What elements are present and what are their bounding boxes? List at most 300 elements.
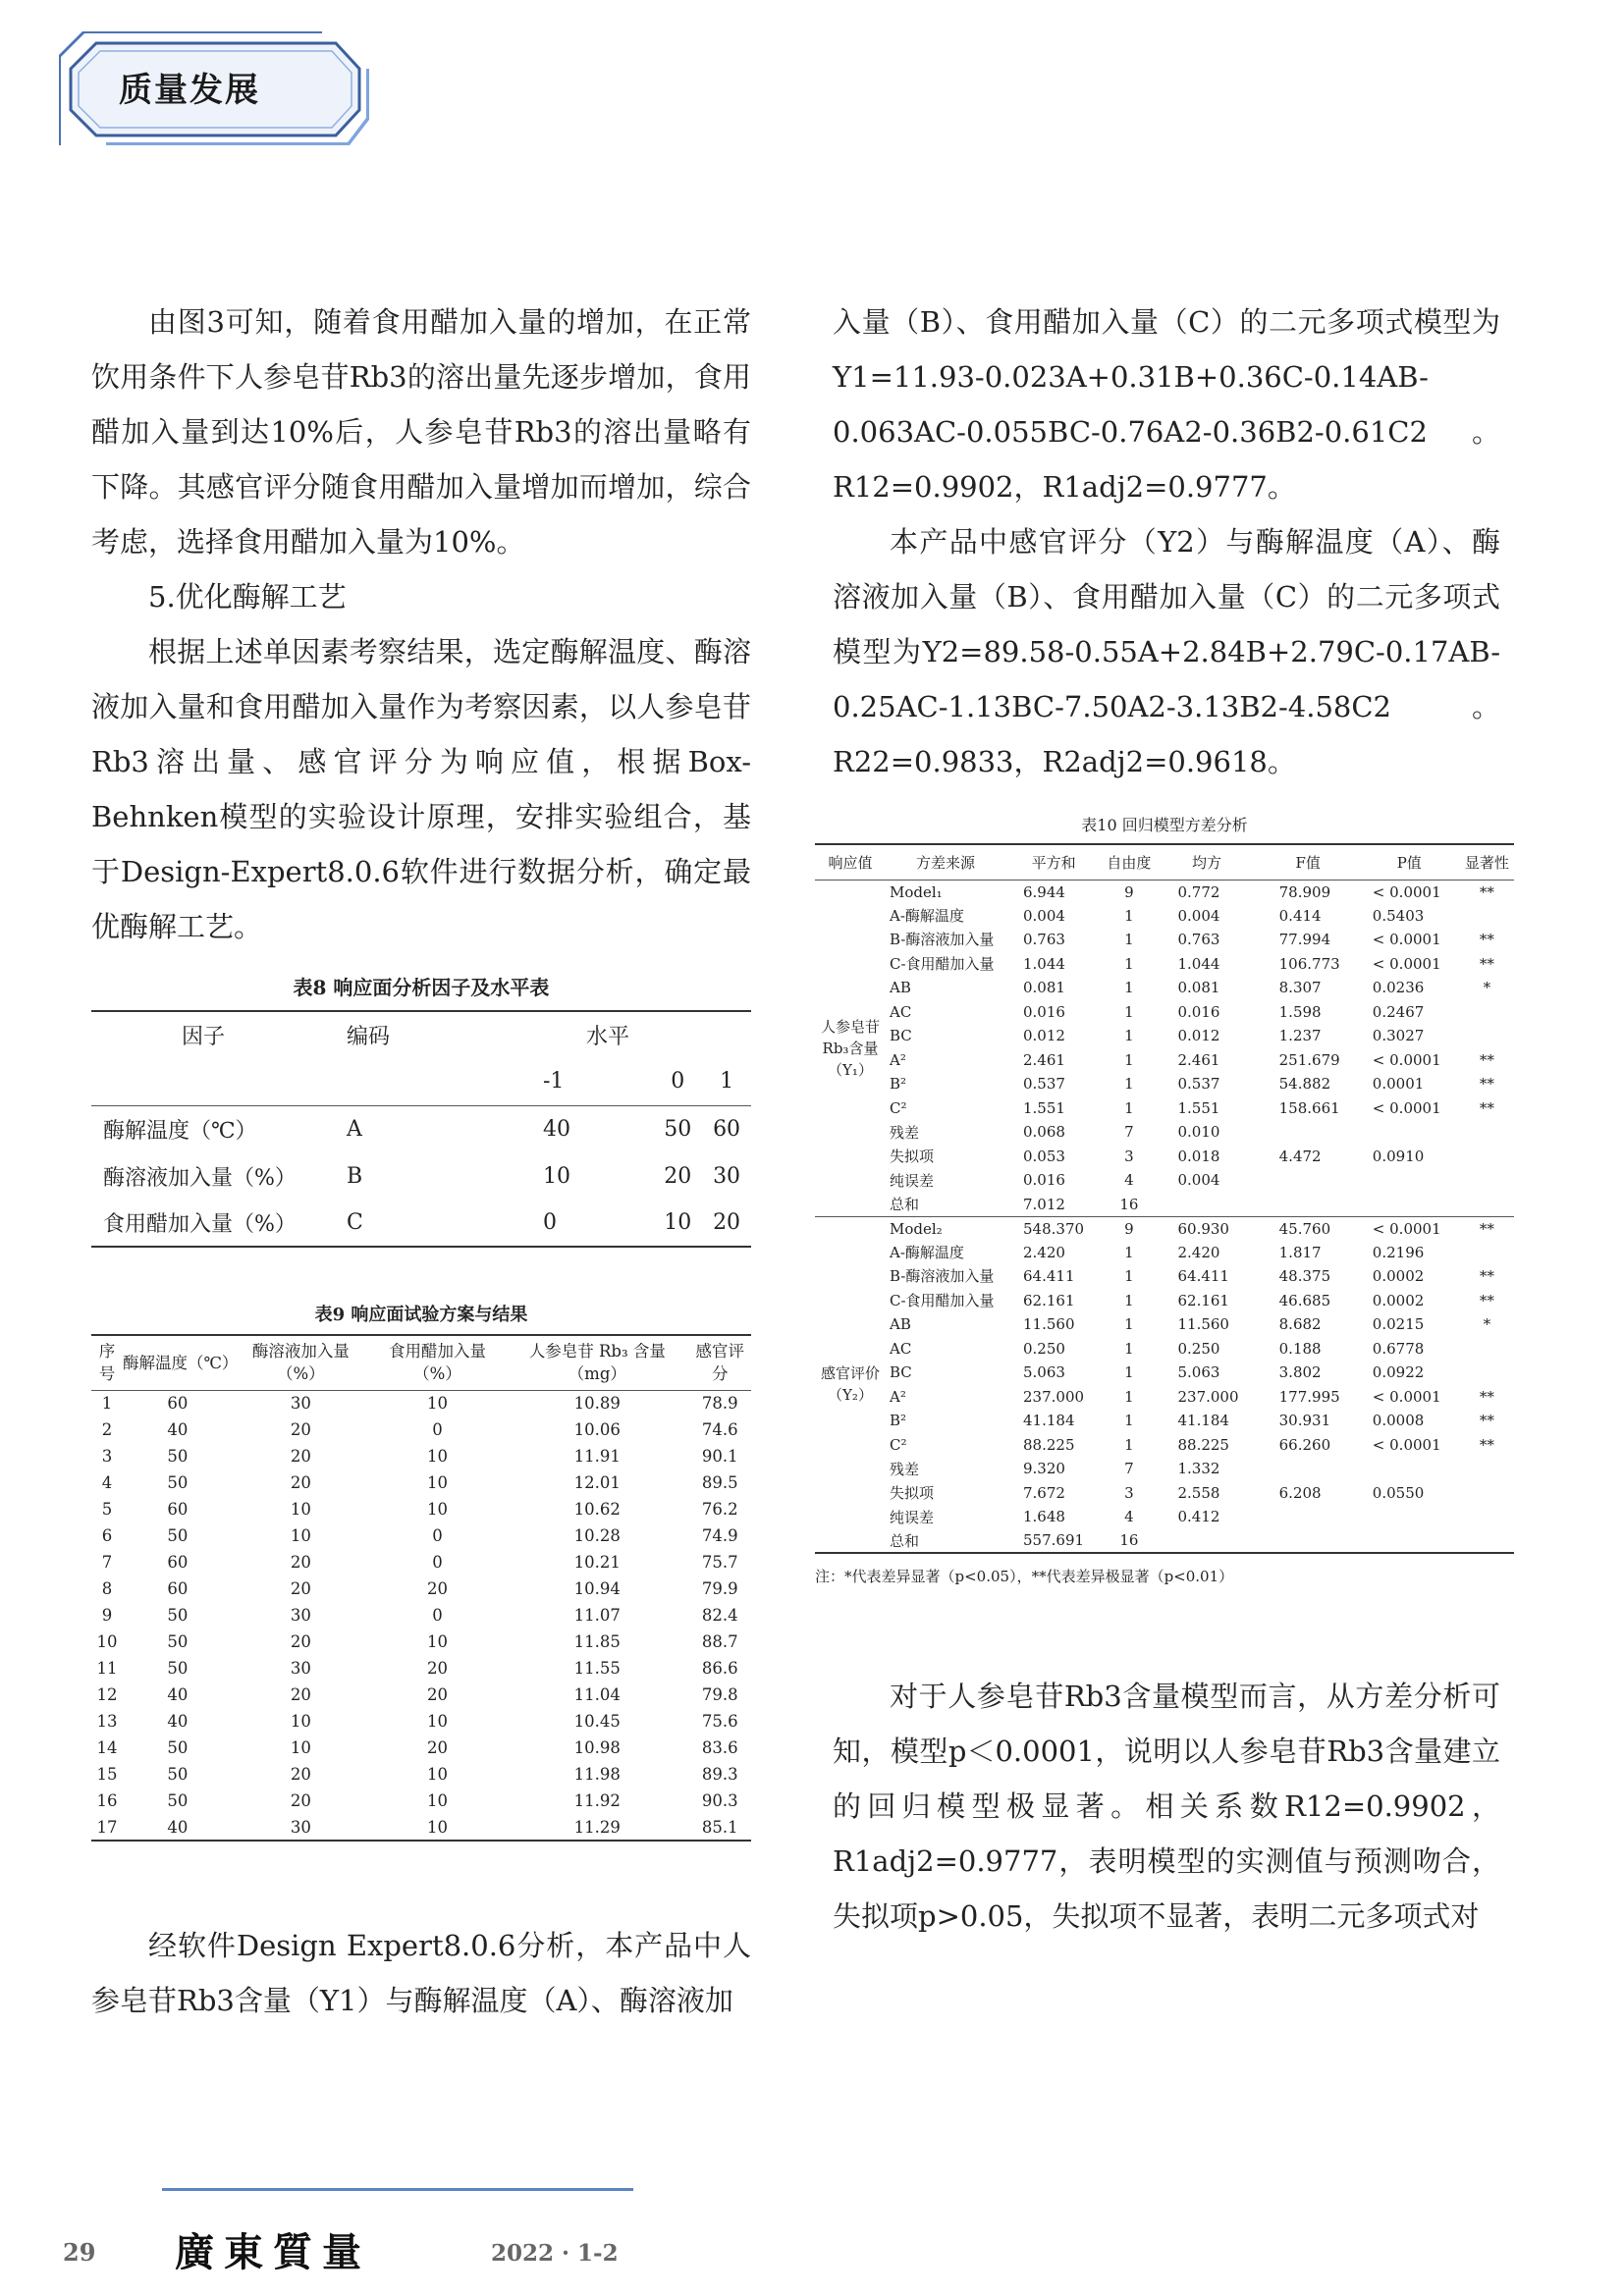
df-cell: 16 <box>1119 1195 1139 1213</box>
mean-square-cell: 0.537 <box>1177 1075 1220 1094</box>
table-cell: 60 <box>167 1579 189 1598</box>
mean-square-cell: 0.250 <box>1177 1339 1220 1358</box>
table-header-cell: 酶溶液加入量（%） <box>251 1342 350 1384</box>
significance-cell: ** <box>1479 1267 1494 1286</box>
p-value-cell: 0.0922 <box>1372 1363 1425 1382</box>
level-value-cell: 20 <box>664 1163 692 1189</box>
p-value-cell: 0.0008 <box>1372 1412 1425 1430</box>
table-cell: 40 <box>167 1817 189 1837</box>
variance-source-cell: 总和 <box>890 1531 920 1550</box>
f-value-cell <box>1258 1120 1359 1145</box>
table-cell: 50 <box>167 1606 189 1625</box>
paragraph: 入量（B）、食用醋加入量（C）的二元多项式模型为 Y1=11.93-0.023A+0.31B+0.36C-0.14AB-0.063AC-0.055BC-0.76A2-0.36B2-0.61C2 。R12=0.9902，R1adj2=0.9777。 <box>833 305 1500 504</box>
df-cell: 7 <box>1124 1460 1134 1478</box>
table-cell: 74.6 <box>701 1420 738 1439</box>
level-value-cell: 40 <box>543 1116 570 1142</box>
df-cell: 9 <box>1124 882 1134 901</box>
df-cell: 1 <box>1124 1267 1134 1286</box>
f-value-cell: 1.598 <box>1278 1002 1322 1021</box>
sum-of-squares-cell: 0.068 <box>1023 1123 1065 1142</box>
significance-cell <box>1460 1168 1514 1193</box>
table-cell: 10.62 <box>573 1500 621 1519</box>
f-value-cell: 158.661 <box>1278 1098 1340 1117</box>
f-value-cell: 4.472 <box>1278 1147 1322 1165</box>
sum-of-squares-cell: 7.672 <box>1023 1483 1065 1502</box>
table-cell: 10 <box>290 1712 311 1731</box>
table-cell: 50 <box>167 1791 189 1810</box>
table-row <box>815 976 1514 1000</box>
table-row <box>815 1409 1514 1433</box>
table-header-cell: 自由度 <box>1107 853 1152 872</box>
significance-cell <box>1460 1145 1514 1169</box>
table8-block <box>91 972 751 1248</box>
table-row <box>815 1145 1514 1169</box>
f-value-cell: 30.931 <box>1278 1412 1331 1430</box>
table-cell: 20 <box>290 1685 311 1704</box>
table-cell: 20 <box>427 1659 449 1678</box>
f-value-cell: 8.307 <box>1278 979 1322 997</box>
significance-cell: ** <box>1479 882 1494 901</box>
table-row <box>815 1337 1514 1362</box>
mean-square-cell: 88.225 <box>1177 1435 1229 1454</box>
table-cell: 86.6 <box>701 1659 738 1678</box>
table-row <box>91 1105 751 1152</box>
table-row <box>815 880 1514 904</box>
issue-number: 2022 · 1-2 <box>491 2240 619 2267</box>
table-header-cell: 响应值 <box>828 853 873 872</box>
table-cell: 10 <box>96 1632 118 1651</box>
p-value-cell: 0.0550 <box>1372 1483 1425 1502</box>
table-cell: 6 <box>101 1526 113 1545</box>
table-cell: 90.1 <box>701 1447 738 1466</box>
table-cell: 11.29 <box>573 1817 621 1837</box>
table10-block <box>815 813 1514 1586</box>
variance-source-cell: A² <box>890 1050 906 1069</box>
table-row <box>91 1522 751 1549</box>
significance-cell <box>1460 1337 1514 1362</box>
variance-source-cell: 总和 <box>890 1196 920 1213</box>
mean-square-cell <box>1156 1193 1257 1217</box>
f-value-cell: 177.995 <box>1278 1387 1340 1406</box>
table-row <box>91 1682 751 1708</box>
f-value-cell: 1.817 <box>1278 1243 1322 1261</box>
mean-square-cell: 1.044 <box>1177 954 1220 973</box>
table-cell: 2 <box>101 1420 113 1439</box>
f-value-cell: 251.679 <box>1278 1050 1340 1069</box>
table-header-cell: 均方 <box>1192 853 1222 872</box>
f-value-cell: 106.773 <box>1278 954 1340 973</box>
table-row <box>815 1096 1514 1121</box>
table9-block <box>91 1301 751 1842</box>
table-cell: 20 <box>290 1447 311 1466</box>
variance-source-cell: C-食用醋加入量 <box>890 954 995 973</box>
significance-cell <box>1460 1193 1514 1217</box>
right-column <box>815 294 1509 1944</box>
table-row <box>815 952 1514 977</box>
f-value-cell: 66.260 <box>1278 1435 1331 1454</box>
table-cell: 85.1 <box>701 1817 738 1837</box>
mean-square-cell: 2.420 <box>1177 1243 1220 1261</box>
significance-cell <box>1460 904 1514 929</box>
table-cell: 20 <box>290 1420 311 1439</box>
table-header-cell: 编码 <box>347 1025 391 1049</box>
variance-source-cell: AB <box>890 1315 911 1334</box>
table-row <box>815 1264 1514 1289</box>
variance-source-cell: 失拟项 <box>890 1148 935 1166</box>
paragraph: 根据上述单因素考察结果，选定酶解温度、酶溶液加入量和食用醋加入量作为考察因素，以人参皂苷Rb3溶出量、感官评分为响应值，根据Box-Behnken模型的实验设计原理，安排实验组合，基于Design-Expert8.0.6软件进行数据分析，确定最优酶解工艺。 <box>91 635 751 943</box>
f-value-cell: 54.882 <box>1278 1075 1331 1094</box>
table-header-cell: P值 <box>1396 853 1422 872</box>
df-cell: 1 <box>1124 931 1134 949</box>
table-cell: 40 <box>167 1420 189 1439</box>
mean-square-cell: 1.332 <box>1177 1460 1220 1478</box>
significance-cell: * <box>1483 979 1491 997</box>
df-cell: 1 <box>1124 1098 1134 1117</box>
significance-cell <box>1460 1481 1514 1506</box>
mean-square-cell <box>1156 1529 1257 1554</box>
df-cell: 3 <box>1124 1483 1134 1502</box>
journal-logo: 廣東質量 <box>175 2229 371 2275</box>
table-row <box>815 928 1514 952</box>
df-cell: 1 <box>1124 1435 1134 1454</box>
table-row <box>91 1814 751 1841</box>
table-cell: 30 <box>290 1394 311 1414</box>
table9 <box>91 1334 751 1842</box>
df-cell: 3 <box>1124 1147 1134 1165</box>
table-row <box>815 1000 1514 1025</box>
table-cell: 17 <box>96 1817 118 1837</box>
table-cell: 20 <box>290 1553 311 1572</box>
table-cell: 10.45 <box>573 1712 621 1731</box>
variance-source-cell: A-酶解温度 <box>890 907 964 926</box>
table-row <box>91 1200 751 1247</box>
table-cell: 11 <box>96 1659 118 1678</box>
f-value-cell: 45.760 <box>1278 1219 1331 1238</box>
significance-cell <box>1460 1457 1514 1481</box>
table-header-cell: 1 <box>720 1069 734 1095</box>
table-row <box>91 1152 751 1200</box>
table-cell: 30 <box>290 1606 311 1625</box>
table-row <box>91 1443 751 1469</box>
footer-divider <box>162 2188 633 2191</box>
table-cell: 60 <box>167 1553 189 1572</box>
table-cell: 74.9 <box>701 1526 738 1545</box>
sum-of-squares-cell: 41.184 <box>1023 1412 1075 1430</box>
sum-of-squares-cell: 6.944 <box>1023 882 1065 901</box>
sum-of-squares-cell: 2.461 <box>1023 1050 1065 1069</box>
table-header-cell: 酶解温度（℃） <box>122 1353 239 1372</box>
table-cell: 10 <box>427 1712 449 1731</box>
p-value-cell: < 0.0001 <box>1372 1098 1441 1117</box>
table-cell: 20 <box>290 1579 311 1598</box>
table-cell: 0 <box>432 1420 443 1439</box>
variance-source-cell: A-酶解温度 <box>890 1244 964 1262</box>
table-cell: 90.3 <box>701 1791 738 1810</box>
paragraph: 本产品中感官评分（Y2）与酶解温度（A）、酶溶液加入量（B）、食用醋加入量（C）的二元多项式模型为Y2=89.58-0.55A+2.84B+2.79C-0.17AB-0.25AC-1.13BC-7.50A2-3.13B2-4.58C2 。R22=0.9833，R2adj2=0.9618。 <box>833 525 1500 778</box>
table9-caption: 表9 响应面试验方案与结果 <box>314 1305 528 1325</box>
table-row <box>91 1575 751 1602</box>
f-value-cell: 6.208 <box>1278 1483 1322 1502</box>
p-value-cell: 0.0236 <box>1372 979 1425 997</box>
significance-cell: ** <box>1479 1291 1494 1309</box>
sum-of-squares-cell: 88.225 <box>1023 1435 1075 1454</box>
f-value-cell: 0.188 <box>1278 1339 1322 1358</box>
table-cell: 10 <box>427 1791 449 1810</box>
table-header-cell: 序号 <box>98 1342 116 1384</box>
table-cell: 50 <box>167 1659 189 1678</box>
table-cell: 0 <box>432 1553 443 1572</box>
table-cell: 10 <box>427 1765 449 1784</box>
paragraph: 对于人参皂苷Rb3含量模型而言，从方差分析可知，模型p＜0.0001，说明以人参皂苷Rb3含量建立的回归模型极显著。相关系数R12=0.9902，R1adj2=0.9777，表明模型的实测值与预测吻合，失拟项p>0.05，失拟项不显著，表明二元多项式对 <box>833 1680 1500 1933</box>
mean-square-cell: 0.081 <box>1177 979 1220 997</box>
table-row <box>815 1024 1514 1048</box>
p-value-cell <box>1359 1457 1460 1481</box>
mean-square-cell: 0.772 <box>1177 882 1220 901</box>
table-cell: 7 <box>101 1553 113 1572</box>
p-value-cell: < 0.0001 <box>1372 882 1441 901</box>
p-value-cell: 0.2196 <box>1372 1243 1425 1261</box>
table-header-cell: 感官评分 <box>695 1342 744 1384</box>
variance-source-cell: 纯误差 <box>890 1508 935 1526</box>
table-cell: 89.3 <box>701 1765 738 1784</box>
p-value-cell: < 0.0001 <box>1372 1435 1441 1454</box>
sum-of-squares-cell: 0.763 <box>1023 931 1065 949</box>
table-row <box>815 1433 1514 1458</box>
mean-square-cell: 0.010 <box>1177 1123 1220 1142</box>
table-header-cell: 显著性 <box>1464 853 1509 872</box>
table-cell: 10 <box>427 1394 449 1414</box>
table-cell: 13 <box>96 1712 118 1731</box>
table-row <box>815 1312 1514 1337</box>
table-header-cell: 方差来源 <box>915 853 975 872</box>
table-header-cell: -1 <box>543 1069 565 1095</box>
table-row <box>91 1549 751 1575</box>
p-value-cell: 0.2467 <box>1372 1002 1425 1021</box>
significance-cell <box>1460 1120 1514 1145</box>
significance-cell: ** <box>1479 1435 1494 1454</box>
mean-square-cell: 0.018 <box>1177 1147 1220 1165</box>
mean-square-cell: 60.930 <box>1177 1219 1229 1238</box>
f-value-cell: 48.375 <box>1278 1267 1331 1286</box>
table-header-cell: 因子 <box>182 1025 226 1049</box>
table-cell: 14 <box>96 1738 118 1757</box>
df-cell: 1 <box>1124 954 1134 973</box>
table-row <box>91 1469 751 1496</box>
variance-source-cell: B-酶溶液加入量 <box>890 931 995 949</box>
df-cell: 1 <box>1124 1050 1134 1069</box>
significance-cell <box>1460 1000 1514 1025</box>
page-number: 29 <box>63 2238 96 2267</box>
sum-of-squares-cell: 0.012 <box>1023 1027 1065 1045</box>
variance-source-cell: B² <box>890 1075 907 1094</box>
table-cell: 50 <box>167 1473 189 1492</box>
table-cell: 75.7 <box>701 1553 738 1572</box>
table-row <box>815 1241 1514 1265</box>
table-row <box>815 1457 1514 1481</box>
p-value-cell: 0.3027 <box>1372 1027 1425 1045</box>
table-row <box>815 1120 1514 1145</box>
f-value-cell <box>1258 1168 1359 1193</box>
p-value-cell <box>1359 1120 1460 1145</box>
sum-of-squares-cell: 64.411 <box>1023 1267 1075 1286</box>
table-cell: 10 <box>427 1447 449 1466</box>
p-value-cell: 0.0001 <box>1372 1075 1425 1094</box>
table-cell: 10.21 <box>573 1553 621 1572</box>
variance-source-cell: C-食用醋加入量 <box>890 1291 995 1309</box>
factor-name-cell: 酶解温度（℃） <box>103 1118 257 1144</box>
df-cell: 4 <box>1124 1508 1134 1526</box>
factor-name-cell: 食用醋加入量（%） <box>103 1212 297 1237</box>
table-row <box>815 1048 1514 1073</box>
paragraph: 由图3可知，随着食用醋加入量的增加，在正常饮用条件下人参皂苷Rb3的溶出量先逐步增加，食用醋加入量到达10%后，人参皂苷Rb3的溶出量略有下降。其感官评分随食用醋加入量增加而增加，综合考虑，选择食用醋加入量为10%。 <box>91 305 751 559</box>
table-cell: 10 <box>427 1473 449 1492</box>
df-cell: 9 <box>1124 1219 1134 1238</box>
significance-cell: * <box>1483 1315 1491 1334</box>
variance-source-cell: 残差 <box>890 1123 920 1142</box>
significance-cell <box>1460 1361 1514 1385</box>
table10-caption: 表10 回归模型方差分析 <box>1081 816 1248 834</box>
significance-cell <box>1460 1505 1514 1529</box>
table-cell: 20 <box>290 1791 311 1810</box>
table-cell: 10 <box>427 1632 449 1651</box>
level-value-cell: 10 <box>664 1210 692 1235</box>
significance-cell <box>1460 1241 1514 1265</box>
f-value-cell: 77.994 <box>1278 931 1331 949</box>
table-row <box>815 1385 1514 1410</box>
p-value-cell <box>1359 1168 1460 1193</box>
table-cell: 50 <box>167 1738 189 1757</box>
df-cell: 4 <box>1124 1171 1134 1190</box>
table-row <box>815 1168 1514 1193</box>
table-cell: 20 <box>427 1685 449 1704</box>
table-row <box>91 1655 751 1682</box>
table-cell: 4 <box>101 1473 113 1492</box>
table-cell: 76.2 <box>701 1500 738 1519</box>
table-cell: 11.92 <box>573 1791 621 1810</box>
df-cell: 1 <box>1124 1363 1134 1382</box>
p-value-cell: < 0.0001 <box>1372 931 1441 949</box>
df-cell: 1 <box>1124 1315 1134 1334</box>
significance-cell: ** <box>1479 1050 1494 1069</box>
factor-code-cell: B <box>347 1163 363 1189</box>
significance-cell: ** <box>1479 1219 1494 1238</box>
f-value-cell <box>1258 1457 1359 1481</box>
table-row <box>91 1602 751 1629</box>
table-cell: 11.07 <box>573 1606 621 1625</box>
p-value-cell: 0.5403 <box>1372 906 1425 925</box>
response-group-label: 人参皂苷Rb₃含量（Y₁） <box>820 1017 880 1079</box>
table-cell: 3 <box>101 1447 113 1466</box>
mean-square-cell: 2.558 <box>1177 1483 1220 1502</box>
sum-of-squares-cell: 11.560 <box>1023 1315 1075 1334</box>
f-value-cell: 1.237 <box>1278 1027 1322 1045</box>
level-value-cell: 10 <box>543 1163 570 1189</box>
table-row <box>815 1216 1514 1241</box>
sum-of-squares-cell: 557.691 <box>1023 1531 1085 1550</box>
f-value-cell <box>1258 1505 1359 1529</box>
level-value-cell: 30 <box>713 1163 741 1189</box>
mean-square-cell: 0.004 <box>1177 906 1220 925</box>
variance-source-cell: BC <box>890 1363 912 1382</box>
table-cell: 78.9 <box>701 1394 738 1414</box>
mean-square-cell: 62.161 <box>1177 1291 1229 1309</box>
table-row <box>91 1708 751 1735</box>
paragraph: 经软件Design Expert8.0.6分析，本产品中人参皂苷Rb3含量（Y1）与酶解温度（A）、酶溶液加 <box>91 1929 751 2017</box>
table-row <box>815 1193 1514 1217</box>
table-cell: 10 <box>290 1526 311 1545</box>
sum-of-squares-cell: 7.012 <box>1023 1195 1065 1213</box>
table-cell: 11.55 <box>573 1659 621 1678</box>
table-cell: 12 <box>96 1685 118 1704</box>
significance-cell: ** <box>1479 1387 1494 1406</box>
significance-cell: ** <box>1479 1075 1494 1094</box>
df-cell: 1 <box>1124 1075 1134 1094</box>
table-cell: 50 <box>167 1447 189 1466</box>
df-cell: 1 <box>1124 1027 1134 1045</box>
table-cell: 75.6 <box>701 1712 738 1731</box>
variance-source-cell: B-酶溶液加入量 <box>890 1267 995 1286</box>
table-header-cell: 水平 <box>585 1025 629 1049</box>
table-cell: 60 <box>167 1500 189 1519</box>
level-value-cell: 50 <box>664 1116 692 1142</box>
table-cell: 10 <box>290 1738 311 1757</box>
table-header-cell: 平方和 <box>1031 853 1076 872</box>
f-value-cell: 8.682 <box>1278 1315 1322 1334</box>
table-cell: 82.4 <box>701 1606 738 1625</box>
df-cell: 1 <box>1124 1339 1134 1358</box>
sum-of-squares-cell: 62.161 <box>1023 1291 1075 1309</box>
mean-square-cell: 64.411 <box>1177 1267 1229 1286</box>
sum-of-squares-cell: 0.053 <box>1023 1147 1065 1165</box>
table-header-cell: 人参皂苷 Rb₃ 含量（mg） <box>528 1342 666 1384</box>
sum-of-squares-cell: 0.537 <box>1023 1075 1065 1094</box>
factor-name-cell: 酶溶液加入量（%） <box>103 1165 297 1191</box>
mean-square-cell: 2.461 <box>1177 1050 1220 1069</box>
df-cell: 1 <box>1124 979 1134 997</box>
table-cell: 11.98 <box>573 1765 621 1784</box>
p-value-cell: < 0.0001 <box>1372 1050 1441 1069</box>
table-cell: 11.85 <box>573 1632 621 1651</box>
p-value-cell: < 0.0001 <box>1372 1387 1441 1406</box>
table-cell: 30 <box>290 1817 311 1837</box>
variance-source-cell: AC <box>890 1002 912 1021</box>
level-value-cell: 0 <box>543 1210 557 1235</box>
p-value-cell: 0.0215 <box>1372 1315 1425 1334</box>
table-cell: 50 <box>167 1526 189 1545</box>
f-value-cell <box>1258 1529 1359 1554</box>
table-row <box>815 1481 1514 1506</box>
table-cell: 40 <box>167 1712 189 1731</box>
table-header-cell: 0 <box>671 1069 685 1095</box>
df-cell: 1 <box>1124 1412 1134 1430</box>
table-cell: 0 <box>432 1606 443 1625</box>
table-row <box>815 1361 1514 1385</box>
variance-source-cell: C² <box>890 1098 907 1117</box>
table8-caption: 表8 响应面分析因子及水平表 <box>293 976 550 999</box>
table-cell: 60 <box>167 1394 189 1414</box>
table-cell: 83.6 <box>701 1738 738 1757</box>
sum-of-squares-cell: 237.000 <box>1023 1387 1085 1406</box>
table-cell: 50 <box>167 1632 189 1651</box>
sum-of-squares-cell: 0.250 <box>1023 1339 1065 1358</box>
significance-cell: ** <box>1479 954 1494 973</box>
sum-of-squares-cell: 2.420 <box>1023 1243 1065 1261</box>
table-cell: 12.01 <box>573 1473 621 1492</box>
table-row <box>91 1390 751 1416</box>
table-cell: 0 <box>432 1526 443 1545</box>
table-cell: 50 <box>167 1765 189 1784</box>
variance-source-cell: AC <box>890 1339 912 1358</box>
